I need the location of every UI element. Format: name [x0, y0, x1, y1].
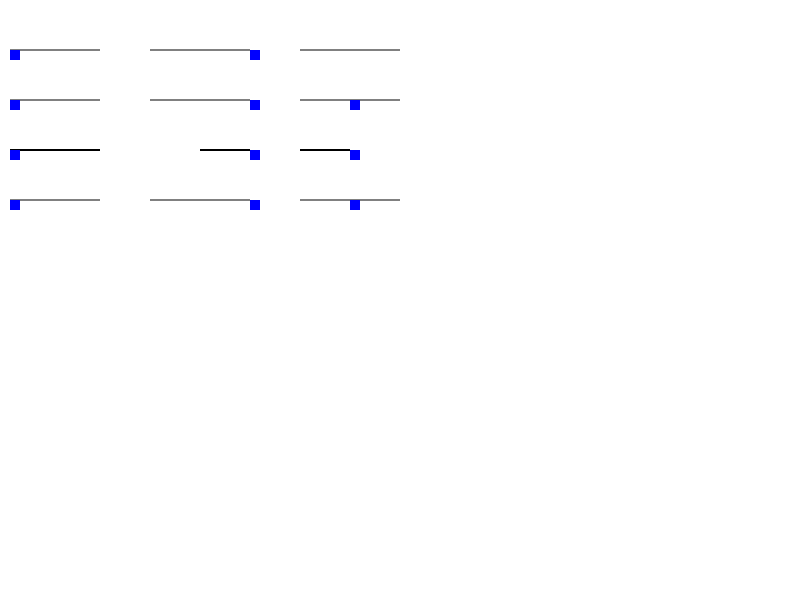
slider-track[interactable]	[10, 99, 100, 101]
slider-thumb[interactable]	[10, 200, 20, 210]
slider-track[interactable]	[10, 199, 100, 201]
slider-thumb[interactable]	[350, 150, 360, 160]
slider-thumb[interactable]	[350, 200, 360, 210]
slider-thumb[interactable]	[350, 100, 360, 110]
slider-thumb[interactable]	[10, 150, 20, 160]
slider-thumb[interactable]	[250, 100, 260, 110]
slider-fill	[200, 149, 250, 151]
slider-thumb[interactable]	[250, 150, 260, 160]
slider-track[interactable]	[150, 99, 250, 101]
slider-fill	[300, 149, 350, 151]
slider-track[interactable]	[150, 199, 250, 201]
slider-track[interactable]	[10, 49, 100, 51]
slider-thumb[interactable]	[10, 100, 20, 110]
slider-track[interactable]	[300, 49, 400, 51]
slider-thumb[interactable]	[250, 50, 260, 60]
slider-track[interactable]	[150, 49, 250, 51]
slider-thumb[interactable]	[10, 50, 20, 60]
slider-thumb[interactable]	[250, 200, 260, 210]
slider-fill	[10, 149, 100, 151]
